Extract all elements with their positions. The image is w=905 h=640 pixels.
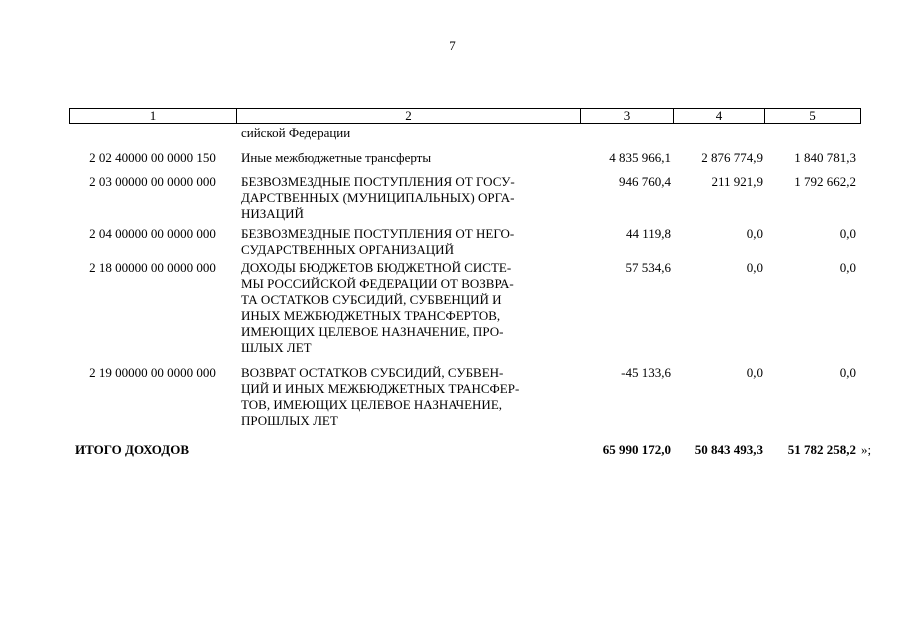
row-code: 2 19 00000 00 0000 000 xyxy=(89,365,216,380)
row-name-line: ИНЫХ МЕЖБЮДЖЕТНЫХ ТРАНСФЕРТОВ, xyxy=(241,308,501,323)
row-name-line: БЕЗВОЗМЕЗДНЫЕ ПОСТУПЛЕНИЯ ОТ НЕГО- xyxy=(241,226,515,241)
row-code: 2 04 00000 00 0000 000 xyxy=(89,226,216,241)
table-header xyxy=(69,108,861,124)
total-value-col5: 51 782 258,2 xyxy=(787,442,856,457)
continuation-text: сийской Федерации xyxy=(241,125,351,140)
row-name-line: Иные межбюджетные трансферты xyxy=(241,150,432,165)
row-name-line: ИМЕЮЩИХ ЦЕЛЕВОЕ НАЗНАЧЕНИЕ, ПРО- xyxy=(241,324,504,339)
total-label: ИТОГО ДОХОДОВ xyxy=(75,442,189,457)
header-col-5: 5 xyxy=(809,108,816,123)
row-name-line: БЕЗВОЗМЕЗДНЫЕ ПОСТУПЛЕНИЯ ОТ ГОСУ- xyxy=(241,174,515,189)
row-name xyxy=(241,226,577,258)
row-name-line: МЫ РОССИЙСКОЙ ФЕДЕРАЦИИ ОТ ВОЗВРА- xyxy=(241,276,514,291)
row-value-col5: 0,0 xyxy=(839,226,856,241)
row-value-col4: 0,0 xyxy=(746,226,763,241)
row-name xyxy=(241,365,577,429)
row-name-line: ВОЗВРАТ ОСТАТКОВ СУБСИДИЙ, СУБВЕН- xyxy=(241,365,504,380)
row-value-col5: 0,0 xyxy=(839,260,856,275)
row-value-col4: 211 921,9 xyxy=(711,174,763,189)
row-name-line: ДОХОДЫ БЮДЖЕТОВ БЮДЖЕТНОЙ СИСТЕ- xyxy=(241,260,512,275)
row-value-col5: 1 792 662,2 xyxy=(794,174,856,189)
row-name-line: СУДАРСТВЕННЫХ ОРГАНИЗАЦИЙ xyxy=(241,242,454,257)
header-col-1: 1 xyxy=(70,109,237,123)
row-name-line: ТА ОСТАТКОВ СУБСИДИЙ, СУБВЕНЦИЙ И xyxy=(241,292,502,307)
total-value-col4: 50 843 493,3 xyxy=(694,442,763,457)
page-number: 7 xyxy=(449,38,456,53)
header-col-4: 4 xyxy=(674,109,765,123)
row-value-col4: 2 876 774,9 xyxy=(701,150,763,165)
row-name-line: ШЛЫХ ЛЕТ xyxy=(241,340,312,355)
total-value-col3: 65 990 172,0 xyxy=(602,442,671,457)
header-col-2: 2 xyxy=(237,109,581,123)
row-value-col3: 44 119,8 xyxy=(625,226,671,241)
row-code: 2 02 40000 00 0000 150 xyxy=(89,150,216,165)
header-col-3: 3 xyxy=(581,109,674,123)
row-value-col3: 946 760,4 xyxy=(619,174,671,189)
row-value-col3: 57 534,6 xyxy=(625,260,671,275)
row-name xyxy=(241,150,577,166)
closing-quote: »; xyxy=(861,442,872,457)
row-code: 2 18 00000 00 0000 000 xyxy=(89,260,216,275)
row-value-col5: 1 840 781,3 xyxy=(794,150,856,165)
row-value-col5: 0,0 xyxy=(839,365,856,380)
row-name-line: НИЗАЦИЙ xyxy=(241,206,304,221)
row-name-line: ДАРСТВЕННЫХ (МУНИЦИПАЛЬНЫХ) ОРГА- xyxy=(241,190,515,205)
row-value-col3: -45 133,6 xyxy=(621,365,671,380)
row-code: 2 03 00000 00 0000 000 xyxy=(89,174,216,189)
row-name xyxy=(241,174,577,222)
row-name-line: ТОВ, ИМЕЮЩИХ ЦЕЛЕВОЕ НАЗНАЧЕНИЕ, xyxy=(241,397,503,412)
row-name-line: ПРОШЛЫХ ЛЕТ xyxy=(241,413,338,428)
row-name-line: ЦИЙ И ИНЫХ МЕЖБЮДЖЕТНЫХ ТРАНСФЕР- xyxy=(241,381,520,396)
row-value-col3: 4 835 966,1 xyxy=(609,150,671,165)
row-name xyxy=(241,260,577,356)
row-value-col4: 0,0 xyxy=(746,365,763,380)
row-value-col4: 0,0 xyxy=(746,260,763,275)
